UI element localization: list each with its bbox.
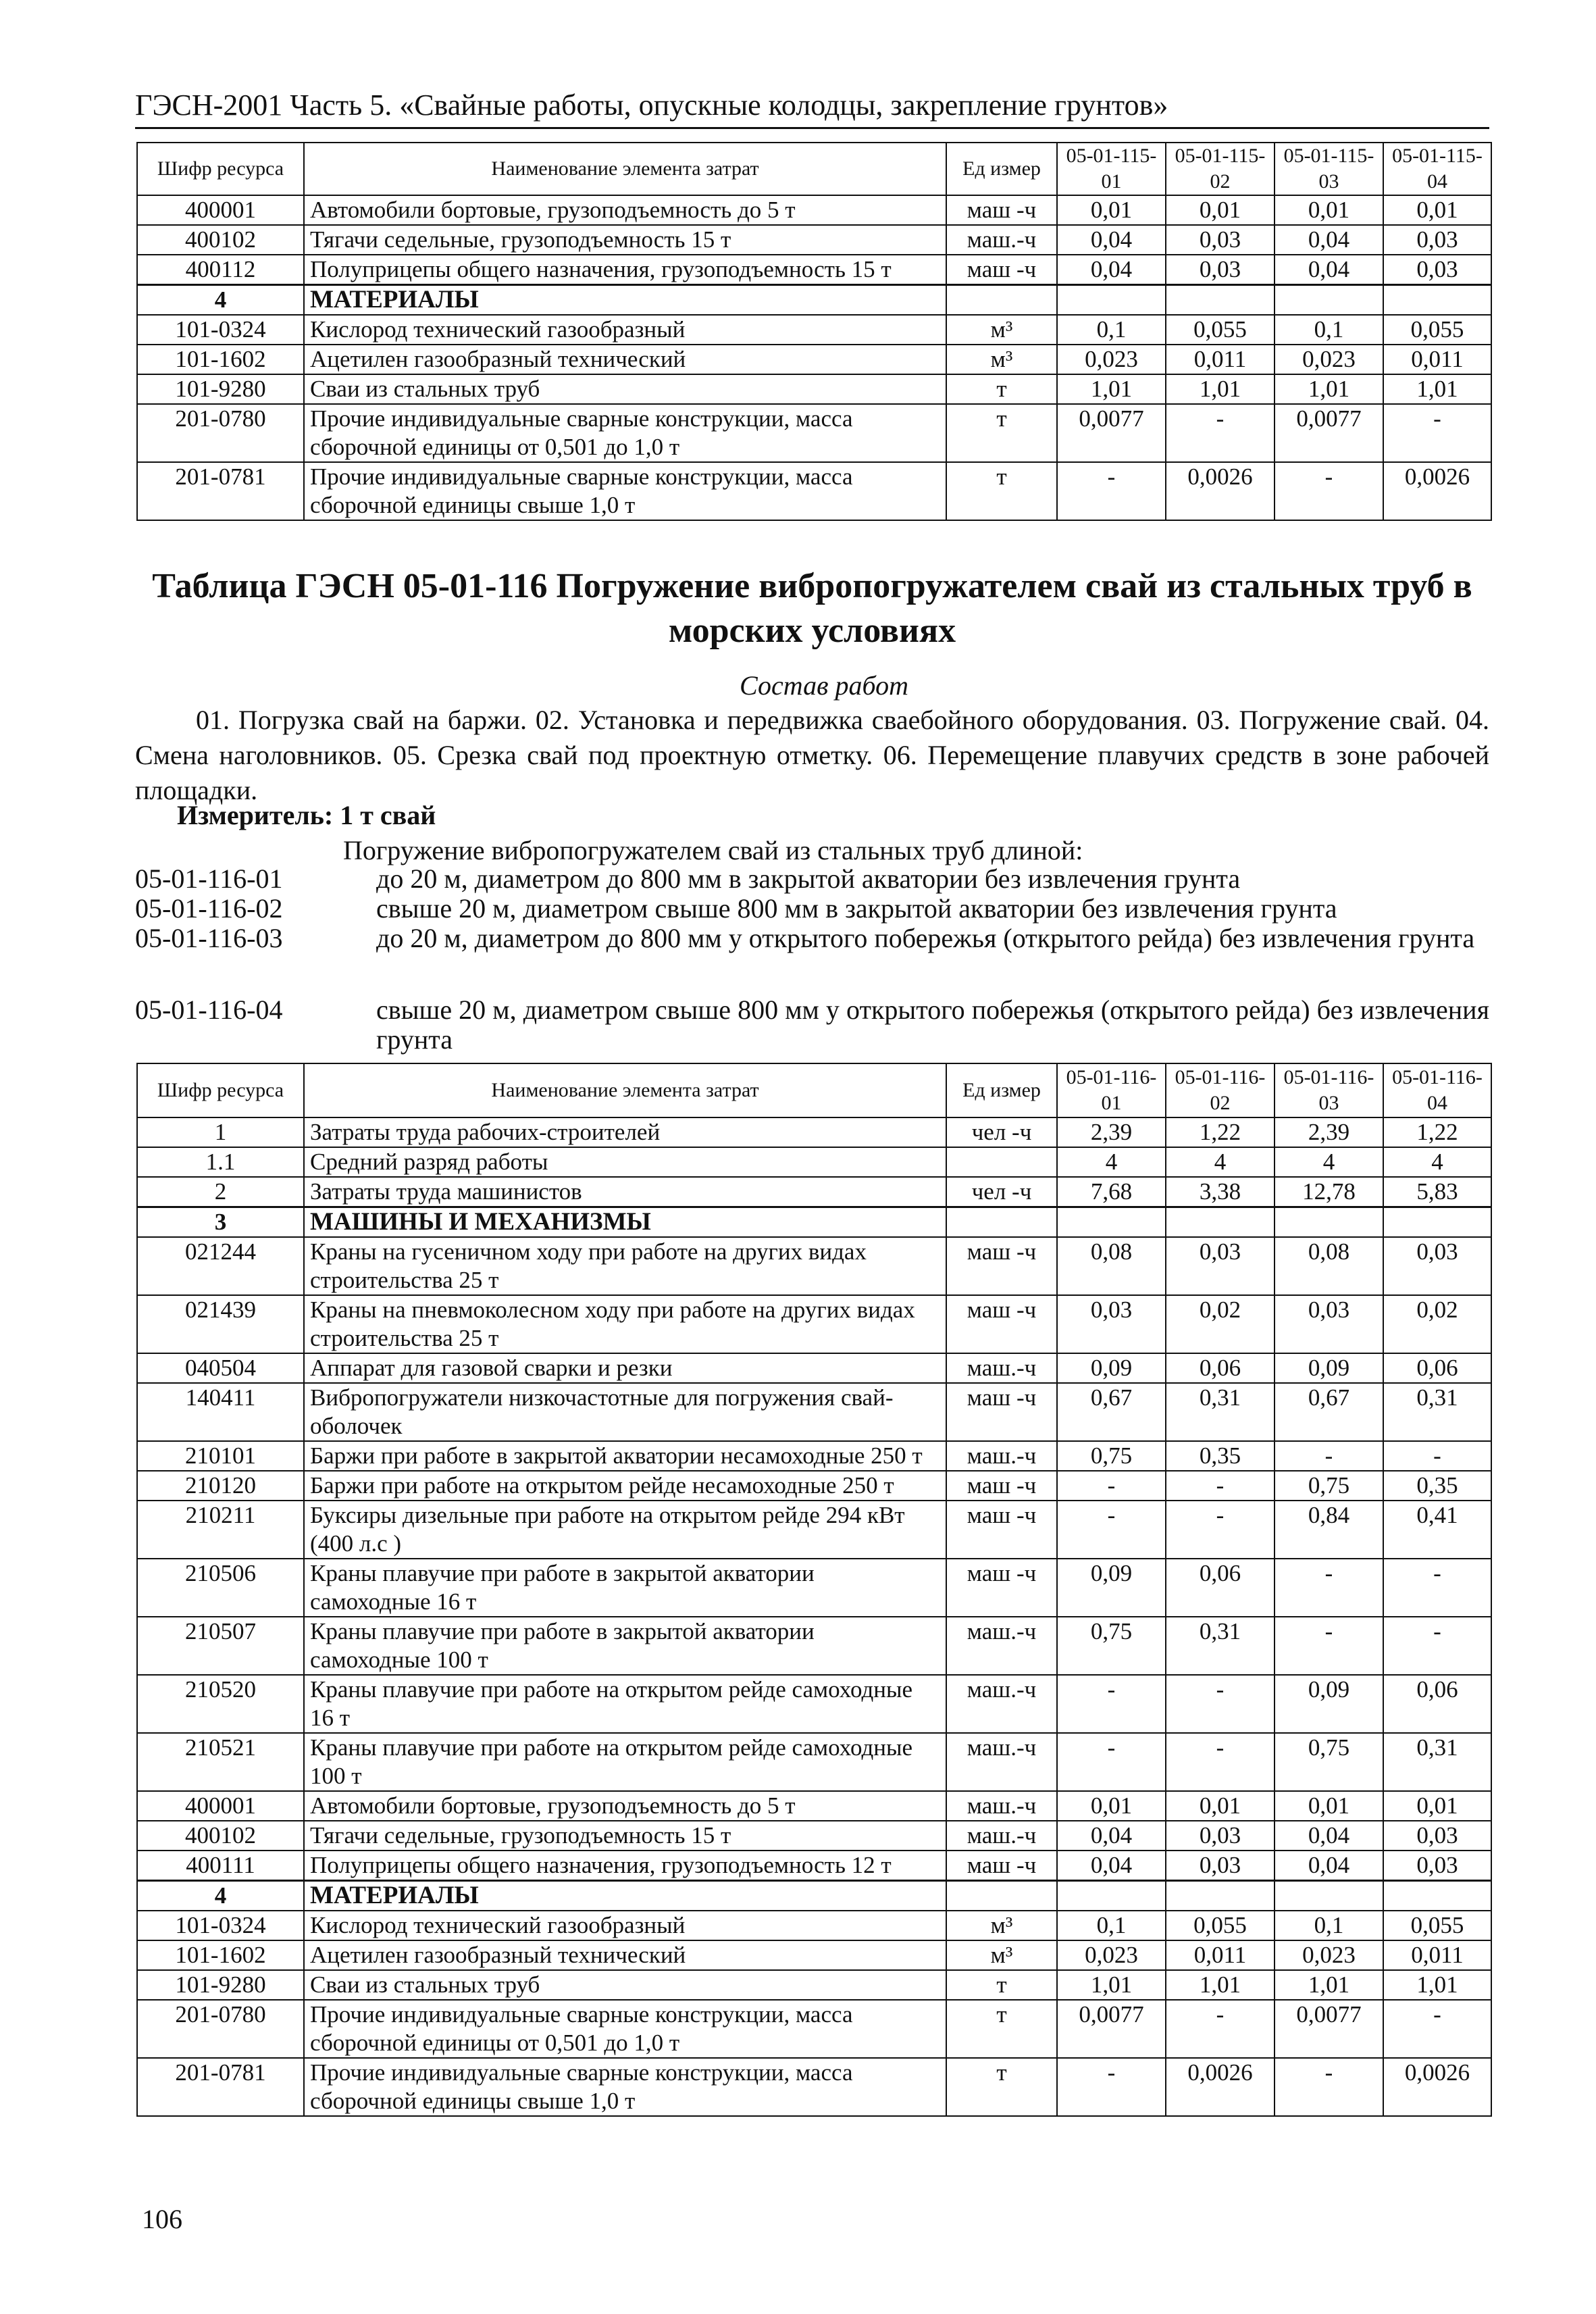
resource-unit: маш -ч [946, 1383, 1057, 1441]
norm-value: 0,75 [1275, 1471, 1383, 1501]
resource-code: 210520 [137, 1675, 304, 1733]
resource-name: Сваи из стальных труб [304, 374, 946, 404]
norm-value [1166, 285, 1275, 316]
norm-value: - [1166, 1733, 1275, 1791]
table-row [137, 1911, 1491, 1940]
resource-name: Баржи при работе на открытом рейде несамоходные 250 т [304, 1471, 946, 1501]
table-row [137, 225, 1491, 255]
resource-code: 210506 [137, 1559, 304, 1617]
resource-name: Краны плавучие при работе на открытом рейде самоходные 16 т [304, 1675, 946, 1733]
section-row [137, 285, 1491, 316]
table-row [137, 1733, 1491, 1791]
table-row [137, 1117, 1491, 1147]
resource-unit [946, 1207, 1057, 1238]
composition-text: 01. Погрузка свай на баржи. 02. Установка и передвижка сваебойного оборудования. 03. Погружение свай. 04. Смена наголовников. 05. Срезка свай под проектную отметку. 06. Перемещение плавучих средств в зоне рабочей площадки. [135, 705, 1489, 805]
resource-unit: маш.-ч [946, 1675, 1057, 1733]
norm-value: 4 [1383, 1147, 1491, 1177]
norm-value: 0,75 [1057, 1441, 1166, 1471]
resource-name: Прочие индивидуальные сварные конструкции, масса сборочной единицы свыше 1,0 т [304, 462, 946, 520]
resource-code: 210101 [137, 1441, 304, 1471]
table-row [137, 1675, 1491, 1733]
norm-value: - [1275, 1559, 1383, 1617]
norm-value: 0,31 [1383, 1383, 1491, 1441]
resource-name: Затраты труда рабочих-строителей [304, 1117, 946, 1147]
resource-code: 400001 [137, 1791, 304, 1821]
resource-name: Автомобили бортовые, грузоподъемность до 5 т [304, 195, 946, 225]
resource-unit: т [946, 374, 1057, 404]
resource-name: Сваи из стальных труб [304, 1970, 946, 2000]
resource-unit: т [946, 1970, 1057, 2000]
resource-unit: маш -ч [946, 1471, 1057, 1501]
norm-value: 0,03 [1383, 225, 1491, 255]
table-row [137, 1295, 1491, 1353]
norm-value: - [1166, 2000, 1275, 2058]
norm-value: - [1383, 404, 1491, 462]
variant-code: 05-01-116-02 [135, 893, 283, 924]
norm-value: 0,011 [1166, 345, 1275, 374]
norm-value: 0,41 [1383, 1501, 1491, 1559]
norm-value: 0,03 [1383, 1237, 1491, 1295]
norm-value: 0,023 [1275, 345, 1383, 374]
norm-value: 0,31 [1166, 1617, 1275, 1675]
norm-value: 0,0077 [1275, 404, 1383, 462]
norm-value: 1,01 [1275, 1970, 1383, 2000]
norm-value: 0,055 [1383, 1911, 1491, 1940]
table-row [137, 1821, 1491, 1851]
table-row [137, 1237, 1491, 1295]
column-header-code: Шифр ресурса [137, 143, 304, 195]
norm-value: 0,03 [1383, 1851, 1491, 1881]
column-header-name: Наименование элемента затрат [304, 1063, 946, 1117]
norm-value: 0,0077 [1057, 404, 1166, 462]
norm-value [1166, 1881, 1275, 1911]
norm-value: 0,0026 [1166, 2058, 1275, 2116]
norm-value: 0,055 [1383, 315, 1491, 345]
norm-value: 2,39 [1275, 1117, 1383, 1147]
table-row [137, 1147, 1491, 1177]
resource-code: 201-0781 [137, 2058, 304, 2116]
resource-unit: т [946, 2000, 1057, 2058]
norm-value: - [1057, 1733, 1166, 1791]
resource-code: 1.1 [137, 1147, 304, 1177]
norm-value: 0,01 [1057, 195, 1166, 225]
norm-value: 0,03 [1383, 1821, 1491, 1851]
resource-table-116 [136, 1063, 1492, 2117]
norm-value: 1,01 [1057, 1970, 1166, 2000]
norm-value: 0,011 [1383, 1940, 1491, 1970]
resource-unit: маш.-ч [946, 1353, 1057, 1383]
variant-description: до 20 м, диаметром до 800 мм в закрытой акватории без извлечения грунта [376, 863, 1241, 894]
norm-value: 0,03 [1166, 255, 1275, 285]
norm-value [1057, 1207, 1166, 1238]
table-row [137, 2058, 1491, 2116]
norm-value: 0,84 [1275, 1501, 1383, 1559]
resource-code: 101-1602 [137, 345, 304, 374]
resource-name: Буксиры дизельные при работе на открытом рейде 294 кВт (400 л.с ) [304, 1501, 946, 1559]
norm-value: 0,04 [1275, 255, 1383, 285]
norm-value: 0,01 [1166, 1791, 1275, 1821]
norm-value: 0,06 [1166, 1353, 1275, 1383]
table-row [137, 1471, 1491, 1501]
norm-value: - [1057, 1675, 1166, 1733]
norm-value: 3,38 [1166, 1177, 1275, 1207]
norm-value: 0,75 [1057, 1617, 1166, 1675]
norm-value: 0,04 [1057, 255, 1166, 285]
table-row [137, 1970, 1491, 2000]
norm-value: 4 [1057, 1147, 1166, 1177]
resource-code: 040504 [137, 1353, 304, 1383]
resource-name: Кислород технический газообразный [304, 1911, 946, 1940]
table-row [137, 1559, 1491, 1617]
norm-value: 0,0026 [1383, 462, 1491, 520]
resource-unit: маш -ч [946, 195, 1057, 225]
column-header-name: Наименование элемента затрат [304, 143, 946, 195]
column-header-code: Шифр ресурса [137, 1063, 304, 1117]
resource-code: 400001 [137, 195, 304, 225]
norm-value: 4 [1275, 1147, 1383, 1177]
norm-value: - [1383, 1617, 1491, 1675]
resource-unit [946, 285, 1057, 316]
meter-line: Измеритель: 1 т свай [177, 800, 436, 830]
norm-value: 0,03 [1383, 255, 1491, 285]
resource-code: 201-0781 [137, 462, 304, 520]
resource-code: 4 [137, 1881, 304, 1911]
norm-value: - [1275, 1441, 1383, 1471]
table-row [137, 404, 1491, 462]
resource-code: 400102 [137, 225, 304, 255]
resource-name: Краны плавучие при работе на открытом рейде самоходные 100 т [304, 1733, 946, 1791]
resource-name: Полуприцепы общего назначения, грузоподъемность 12 т [304, 1851, 946, 1881]
header-rule [135, 127, 1489, 129]
column-header-norm: 05-01-116-04 [1383, 1063, 1491, 1117]
norm-value: 0,04 [1275, 1851, 1383, 1881]
resource-code: 210507 [137, 1617, 304, 1675]
norm-value [1383, 1207, 1491, 1238]
page-number: 106 [142, 2204, 182, 2234]
resource-code: 3 [137, 1207, 304, 1238]
table-title: Таблица ГЭСН 05-01-116 Погружение вибропогружателем свай из стальных труб в морских условиях [152, 567, 1472, 650]
norm-value: 0,35 [1166, 1441, 1275, 1471]
norm-value: 0,06 [1383, 1675, 1491, 1733]
norm-value [1383, 285, 1491, 316]
table-row [137, 195, 1491, 225]
resource-name: Полуприцепы общего назначения, грузоподъемность 15 т [304, 255, 946, 285]
norm-value: 0,055 [1166, 315, 1275, 345]
resource-unit [946, 1881, 1057, 1911]
table-row [137, 255, 1491, 285]
norm-value: 0,75 [1275, 1733, 1383, 1791]
norm-value: 0,67 [1057, 1383, 1166, 1441]
variant-description: свыше 20 м, диаметром свыше 800 мм в закрытой акватории без извлечения грунта [376, 893, 1337, 924]
resource-code: 101-9280 [137, 1970, 304, 2000]
table-body [137, 1117, 1491, 2116]
table-row [137, 1177, 1491, 1207]
norm-value: 0,04 [1275, 1821, 1383, 1851]
table-row [137, 1791, 1491, 1821]
norm-value: - [1383, 1559, 1491, 1617]
resource-code: 2 [137, 1177, 304, 1207]
resource-name: Затраты труда машинистов [304, 1177, 946, 1207]
norm-value: 0,1 [1057, 1911, 1166, 1940]
norm-value: 5,83 [1383, 1177, 1491, 1207]
resource-unit: маш.-ч [946, 1791, 1057, 1821]
table-row [137, 1617, 1491, 1675]
column-header-norm: 05-01-116-01 [1057, 1063, 1166, 1117]
resource-code: 210120 [137, 1471, 304, 1501]
norm-value [1275, 1881, 1383, 1911]
norm-value: 0,023 [1275, 1940, 1383, 1970]
resource-code: 201-0780 [137, 404, 304, 462]
norm-value: 0,1 [1057, 315, 1166, 345]
norm-value: - [1383, 1441, 1491, 1471]
resource-unit: м³ [946, 345, 1057, 374]
norm-value: - [1383, 2000, 1491, 2058]
resource-table-115 [136, 142, 1492, 521]
norm-value: 0,02 [1166, 1295, 1275, 1353]
norm-value: 0,06 [1166, 1559, 1275, 1617]
resource-unit: т [946, 404, 1057, 462]
resource-name: Краны на гусеничном ходу при работе на других видах строительства 25 т [304, 1237, 946, 1295]
column-header-norm: 05-01-116-03 [1275, 1063, 1383, 1117]
norm-value: 0,09 [1057, 1559, 1166, 1617]
norm-value: 0,04 [1057, 1821, 1166, 1851]
variant-code: 05-01-116-04 [135, 995, 283, 1025]
norm-value: 0,1 [1275, 315, 1383, 345]
resource-name: Аппарат для газовой сварки и резки [304, 1353, 946, 1383]
resource-name: МАТЕРИАЛЫ [304, 285, 946, 316]
norm-value: 1,01 [1057, 374, 1166, 404]
resource-name: Автомобили бортовые, грузоподъемность до 5 т [304, 1791, 946, 1821]
norm-value: 1,22 [1383, 1117, 1491, 1147]
norm-value: 0,01 [1275, 1791, 1383, 1821]
resource-name: Ацетилен газообразный технический [304, 345, 946, 374]
norm-value: - [1166, 1675, 1275, 1733]
resource-name: Краны на пневмоколесном ходу при работе на других видах строительства 25 т [304, 1295, 946, 1353]
resource-unit: маш -ч [946, 1851, 1057, 1881]
norm-value: 0,01 [1166, 195, 1275, 225]
norm-value [1383, 1881, 1491, 1911]
norm-value: 0,01 [1057, 1791, 1166, 1821]
resource-unit: чел -ч [946, 1117, 1057, 1147]
norm-value [1275, 285, 1383, 316]
norm-value: 0,04 [1057, 1851, 1166, 1881]
norm-value: - [1275, 462, 1383, 520]
resource-unit: чел -ч [946, 1177, 1057, 1207]
column-header-unit: Ед измер [946, 1063, 1057, 1117]
resource-unit: маш -ч [946, 1237, 1057, 1295]
resource-unit: т [946, 462, 1057, 520]
norm-value: - [1275, 2058, 1383, 2116]
running-header: ГЭСН-2001 Часть 5. «Свайные работы, опускные колодцы, закрепление грунтов» [135, 89, 1168, 122]
resource-name: Тягачи седельные, грузоподъемность 15 т [304, 225, 946, 255]
resource-unit: маш -ч [946, 1559, 1057, 1617]
norm-value: 0,03 [1166, 1821, 1275, 1851]
column-header-norm: 05-01-115-02 [1166, 143, 1275, 195]
table-row [137, 2000, 1491, 2058]
section-row [137, 1881, 1491, 1911]
resource-unit: м³ [946, 1911, 1057, 1940]
norm-value: - [1057, 2058, 1166, 2116]
resource-name: Ацетилен газообразный технический [304, 1940, 946, 1970]
norm-value: 0,055 [1166, 1911, 1275, 1940]
norm-value: 2,39 [1057, 1117, 1166, 1147]
resource-unit: маш.-ч [946, 1441, 1057, 1471]
norm-value: 0,31 [1383, 1733, 1491, 1791]
resource-code: 400102 [137, 1821, 304, 1851]
norm-value: 0,04 [1057, 225, 1166, 255]
norm-value: 0,04 [1275, 225, 1383, 255]
resource-code: 021244 [137, 1237, 304, 1295]
norm-value: 12,78 [1275, 1177, 1383, 1207]
norm-value: 0,09 [1057, 1353, 1166, 1383]
norm-value: - [1166, 1471, 1275, 1501]
resource-code: 101-1602 [137, 1940, 304, 1970]
section-row [137, 1207, 1491, 1238]
resource-name: Прочие индивидуальные сварные конструкции, масса сборочной единицы от 0,501 до 1,0 т [304, 404, 946, 462]
norm-value: 0,011 [1383, 345, 1491, 374]
norm-value: 1,22 [1166, 1117, 1275, 1147]
norm-value: 1,01 [1275, 374, 1383, 404]
norm-value: 0,0026 [1166, 462, 1275, 520]
resource-unit: м³ [946, 1940, 1057, 1970]
norm-value: 0,011 [1166, 1940, 1275, 1970]
norm-value: 0,08 [1057, 1237, 1166, 1295]
resource-unit: маш.-ч [946, 225, 1057, 255]
resource-code: 400111 [137, 1851, 304, 1881]
resource-code: 201-0780 [137, 2000, 304, 2058]
norm-value: - [1275, 1617, 1383, 1675]
resource-unit: маш -ч [946, 1501, 1057, 1559]
norm-value: 1,01 [1383, 1970, 1491, 2000]
table-row [137, 374, 1491, 404]
resource-name: МАШИНЫ И МЕХАНИЗМЫ [304, 1207, 946, 1238]
resource-code: 4 [137, 285, 304, 316]
resource-name: Кислород технический газообразный [304, 315, 946, 345]
variant-description: до 20 м, диаметром до 800 мм у открытого побережья (открытого рейда) без извлечения грунта [376, 923, 1475, 953]
resource-name: Прочие индивидуальные сварные конструкции, масса сборочной единицы свыше 1,0 т [304, 2058, 946, 2116]
column-header-norm: 05-01-115-01 [1057, 143, 1166, 195]
table-row [137, 1441, 1491, 1471]
table-row [137, 462, 1491, 520]
column-header-norm: 05-01-115-04 [1383, 143, 1491, 195]
norm-value: 7,68 [1057, 1177, 1166, 1207]
norm-value: 0,023 [1057, 1940, 1166, 1970]
norm-value: 0,01 [1383, 1791, 1491, 1821]
norm-value: 0,1 [1275, 1911, 1383, 1940]
norm-value: 0,01 [1275, 195, 1383, 225]
resource-code: 101-9280 [137, 374, 304, 404]
norm-value: 1,01 [1166, 374, 1275, 404]
resource-name: Средний разряд работы [304, 1147, 946, 1177]
norm-value: 0,09 [1275, 1353, 1383, 1383]
resource-name: Прочие индивидуальные сварные конструкции, масса сборочной единицы от 0,501 до 1,0 т [304, 2000, 946, 2058]
resource-unit: маш -ч [946, 255, 1057, 285]
norm-value: 0,023 [1057, 345, 1166, 374]
column-header-norm: 05-01-116-02 [1166, 1063, 1275, 1117]
norm-value: 0,02 [1383, 1295, 1491, 1353]
norm-value: 0,35 [1383, 1471, 1491, 1501]
table-row [137, 345, 1491, 374]
norm-value: 0,08 [1275, 1237, 1383, 1295]
resource-name: Баржи при работе в закрытой акватории несамоходные 250 т [304, 1441, 946, 1471]
norm-value: - [1057, 1501, 1166, 1559]
norm-value: 0,06 [1383, 1353, 1491, 1383]
norm-value: 0,03 [1166, 1237, 1275, 1295]
norm-value: 0,0077 [1057, 2000, 1166, 2058]
resource-code: 101-0324 [137, 315, 304, 345]
norm-value: 1,01 [1166, 1970, 1275, 2000]
resource-unit: маш.-ч [946, 1617, 1057, 1675]
resource-name: МАТЕРИАЛЫ [304, 1881, 946, 1911]
resource-name: Тягачи седельные, грузоподъемность 15 т [304, 1821, 946, 1851]
variant-code: 05-01-116-01 [135, 863, 283, 894]
resource-unit [946, 1147, 1057, 1177]
resource-name: Вибропогружатели низкочастотные для погружения свай-оболочек [304, 1383, 946, 1441]
table-row [137, 1851, 1491, 1881]
column-header-unit: Ед измер [946, 143, 1057, 195]
resource-code: 1 [137, 1117, 304, 1147]
resource-code: 021439 [137, 1295, 304, 1353]
resource-code: 400112 [137, 255, 304, 285]
resource-unit: маш.-ч [946, 1733, 1057, 1791]
resource-code: 210211 [137, 1501, 304, 1559]
table-row [137, 1353, 1491, 1383]
norm-value [1057, 1881, 1166, 1911]
norm-value: 0,03 [1057, 1295, 1166, 1353]
norm-value: 0,03 [1166, 1851, 1275, 1881]
norm-value [1275, 1207, 1383, 1238]
resource-name: Краны плавучие при работе в закрытой акватории самоходные 100 т [304, 1617, 946, 1675]
resource-unit: м³ [946, 315, 1057, 345]
norm-value: - [1057, 462, 1166, 520]
norm-value: - [1166, 404, 1275, 462]
norm-value: 1,01 [1383, 374, 1491, 404]
norm-value: 0,03 [1275, 1295, 1383, 1353]
norm-value: 0,03 [1166, 225, 1275, 255]
resource-unit: т [946, 2058, 1057, 2116]
norm-value: 0,0077 [1275, 2000, 1383, 2058]
resource-unit: маш.-ч [946, 1821, 1057, 1851]
table-body [137, 195, 1491, 520]
norm-value: 0,09 [1275, 1675, 1383, 1733]
resource-name: Краны плавучие при работе в закрытой акватории самоходные 16 т [304, 1559, 946, 1617]
norm-value: 0,67 [1275, 1383, 1383, 1441]
norm-value: - [1057, 1471, 1166, 1501]
norm-value: 0,0026 [1383, 2058, 1491, 2116]
table-row [137, 315, 1491, 345]
resource-code: 210521 [137, 1733, 304, 1791]
composition-heading: Состав работ [740, 670, 908, 701]
column-header-norm: 05-01-115-03 [1275, 143, 1383, 195]
variant-code: 05-01-116-03 [135, 923, 283, 953]
norm-value: - [1166, 1501, 1275, 1559]
variants-intro: Погружение вибропогружателем свай из стальных труб длиной: [343, 835, 1083, 865]
norm-value: 4 [1166, 1147, 1275, 1177]
resource-unit: маш -ч [946, 1295, 1057, 1353]
table-row [137, 1501, 1491, 1559]
norm-value: 0,31 [1166, 1383, 1275, 1441]
variant-description: свыше 20 м, диаметром свыше 800 мм у открытого побережья (открытого рейда) без извлечения грунта [376, 995, 1489, 1055]
table-row [137, 1940, 1491, 1970]
norm-value [1166, 1207, 1275, 1238]
norm-value [1057, 285, 1166, 316]
resource-code: 101-0324 [137, 1911, 304, 1940]
norm-value: 0,01 [1383, 195, 1491, 225]
table-row [137, 1383, 1491, 1441]
resource-code: 140411 [137, 1383, 304, 1441]
